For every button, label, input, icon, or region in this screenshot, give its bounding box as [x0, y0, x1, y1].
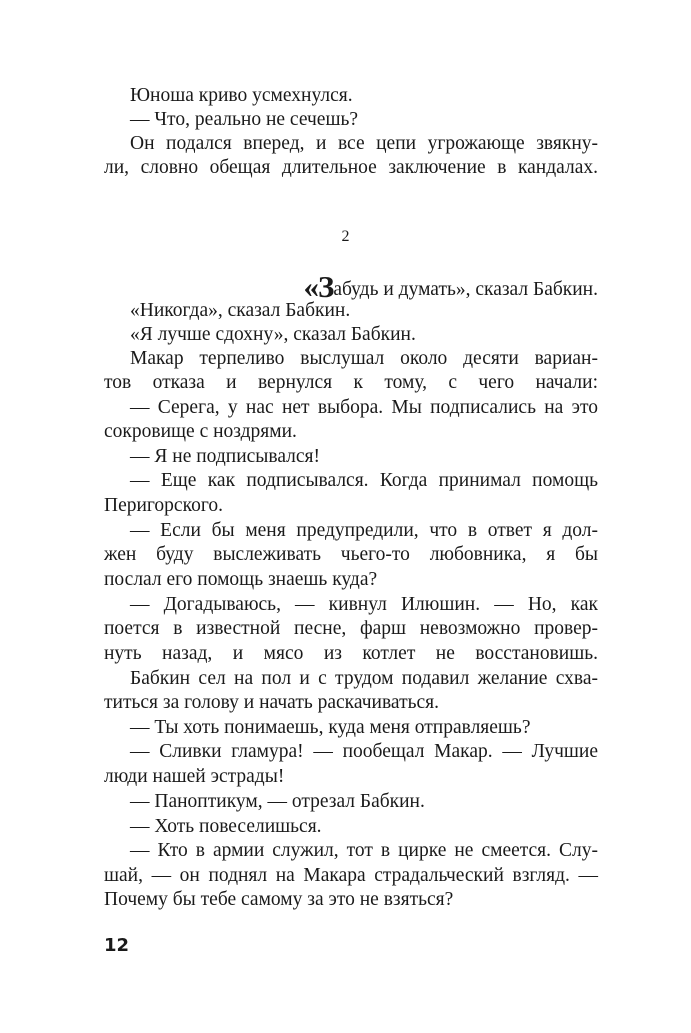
- text-line: — Сливки гламура! — пообещал Макар. — Лучшие: [130, 741, 598, 762]
- text-line: Бабкин сел на пол и с трудом подавил желание схва-: [130, 668, 598, 689]
- text-line: — Если бы меня предупредили, что в ответ я дол-: [130, 520, 598, 541]
- text-line: ли, словно обещая длительное заключение в кандалах.: [104, 157, 598, 178]
- text-line: люди нашей эстрады!: [104, 766, 285, 787]
- text-line: «Никогда», сказал Бабкин.: [130, 300, 351, 321]
- text-line: — Хоть повеселишься.: [130, 816, 322, 837]
- text-line: — Серега, у нас нет выбора. Мы подписались на это: [130, 397, 598, 418]
- text-line: Он подался вперед, и все цепи угрожающе звякну-: [130, 133, 598, 154]
- text-line: — Кто в армии служил, тот в цирке не смеется. Слу-: [130, 840, 598, 861]
- text-line: Перигорского.: [104, 495, 223, 516]
- page-number: 12: [104, 935, 130, 956]
- text-line: — Паноптикум, — отрезал Бабкин.: [130, 791, 425, 812]
- text-line: нуть назад, и мясо из котлет не восстановишь.: [104, 643, 598, 664]
- text-line: — Я не подписывался!: [130, 446, 321, 467]
- text-line: Почему бы тебе самому за это не взяться?: [104, 889, 454, 910]
- dropcap-letter: З: [317, 269, 334, 304]
- text-line: Макар терпеливо выслушал около десяти вариан-: [130, 348, 598, 369]
- text-line: поется в известной песне, фарш невозможно провер-: [104, 618, 598, 639]
- text-line: сокровище с ноздрями.: [104, 421, 297, 442]
- text-line: послал его помощь знаешь куда?: [104, 569, 378, 590]
- text-line: жен буду выслеживать чьего-то любовника, я бы: [104, 544, 598, 565]
- text-line: Юноша криво усмехнулся.: [130, 85, 353, 106]
- chapter-number: 2: [341, 228, 350, 245]
- text-line: — Ты хоть понимаешь, куда меня отправляешь?: [130, 717, 531, 738]
- text-line: шай, — он поднял на Макара страдальческий взгляд. —: [104, 865, 598, 886]
- chapter-first-line: [104, 269, 598, 304]
- text-line: «Я лучше сдохну», сказал Бабкин.: [130, 324, 416, 345]
- text-line: — Еще как подписывался. Когда принимал помощь: [130, 470, 598, 491]
- text-line: тов отказа и вернулся к тому, с чего начали:: [104, 372, 598, 393]
- text-line: — Что, реально не сечешь?: [130, 109, 359, 130]
- first-line-text: абудь и думать», сказал Бабкин.: [333, 279, 598, 300]
- text-line: — Догадываюсь, — кивнул Илюшин. — Но, как: [130, 594, 598, 615]
- text-line: титься за голову и начать раскачиваться.: [104, 692, 439, 713]
- dropcap-quote: «: [303, 269, 318, 304]
